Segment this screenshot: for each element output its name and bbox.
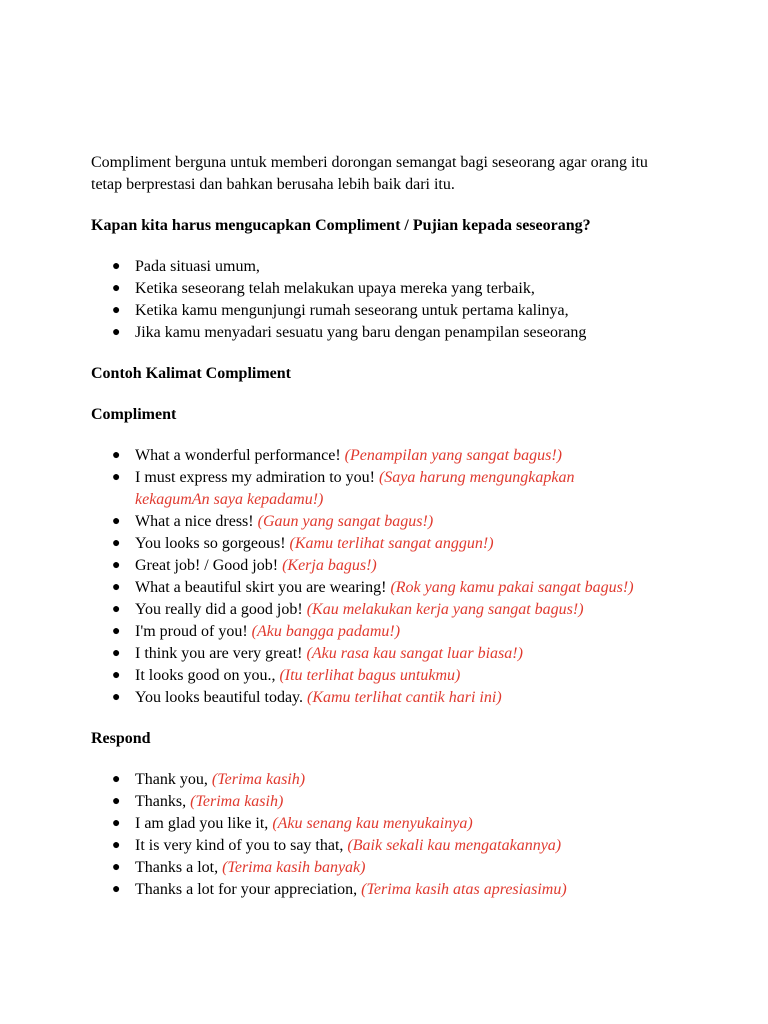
respond-item bbox=[112, 879, 651, 901]
bullet-icon: ● bbox=[112, 860, 121, 875]
english-phrase: It looks good on you., bbox=[135, 667, 276, 684]
translation: (Terima kasih banyak) bbox=[222, 859, 366, 876]
bullet-icon: ● bbox=[112, 816, 121, 831]
compliment-item bbox=[112, 599, 651, 621]
respond-heading: Respond bbox=[91, 730, 151, 747]
bullet-icon: ● bbox=[112, 303, 121, 318]
compliment-item bbox=[112, 643, 651, 665]
compliment-item bbox=[112, 445, 651, 467]
translation: (Kau melakukan kerja yang sangat bagus!) bbox=[306, 601, 584, 618]
compliment-list bbox=[91, 445, 651, 709]
bullet-icon: ● bbox=[112, 646, 121, 661]
compliment-heading: Compliment bbox=[91, 406, 177, 423]
compliment-item bbox=[112, 511, 651, 533]
bullet-icon: ● bbox=[112, 772, 121, 787]
translation: (Terima kasih atas apresiasimu) bbox=[361, 881, 567, 898]
english-phrase: Great job! / Good job! bbox=[135, 557, 279, 574]
translation: (Itu terlihat bagus untukmu) bbox=[279, 667, 461, 684]
when-list bbox=[91, 256, 651, 344]
translation: (Kamu terlihat sangat anggun!) bbox=[289, 535, 494, 552]
respond-item bbox=[112, 791, 651, 813]
translation: (Kerja bagus!) bbox=[282, 557, 377, 574]
document-page bbox=[91, 152, 651, 920]
english-phrase: Thank you, bbox=[135, 771, 208, 788]
translation: (Aku bangga padamu!) bbox=[251, 623, 401, 640]
english-phrase: I must express my admiration to you! bbox=[135, 469, 375, 486]
translation: (Kamu terlihat cantik hari ini) bbox=[307, 689, 502, 706]
english-phrase: It is very kind of you to say that, bbox=[135, 837, 344, 854]
bullet-icon: ● bbox=[112, 690, 121, 705]
translation: (Gaun yang sangat bagus!) bbox=[257, 513, 434, 530]
intro-paragraph: Compliment berguna untuk memberi dorongan semangat bagi seseorang agar orang itu tetap berprestasi dan bahkan berusaha lebih baik dari itu. bbox=[91, 154, 648, 193]
when-heading: Kapan kita harus mengucapkan Compliment / Pujian kepada seseorang? bbox=[91, 217, 591, 234]
compliment-item bbox=[112, 577, 651, 599]
list-item-text: Ketika seseorang telah melakukan upaya mereka yang terbaik, bbox=[135, 280, 535, 297]
translation: (Aku senang kau menyukainya) bbox=[272, 815, 473, 832]
english-phrase: I'm proud of you! bbox=[135, 623, 248, 640]
translation: (Rok yang kamu pakai sangat bagus!) bbox=[390, 579, 634, 596]
list-item-text: Jika kamu menyadari sesuatu yang baru dengan penampilan seseorang bbox=[135, 324, 587, 341]
bullet-icon: ● bbox=[112, 259, 121, 274]
english-phrase: You really did a good job! bbox=[135, 601, 303, 618]
english-phrase: I think you are very great! bbox=[135, 645, 303, 662]
respond-list bbox=[91, 769, 651, 901]
bullet-icon: ● bbox=[112, 882, 121, 897]
list-item-text: Ketika kamu mengunjungi rumah seseorang untuk pertama kalinya, bbox=[135, 302, 569, 319]
respond-item bbox=[112, 769, 651, 791]
bullet-icon: ● bbox=[112, 624, 121, 639]
bullet-icon: ● bbox=[112, 325, 121, 340]
bullet-icon: ● bbox=[112, 558, 121, 573]
english-phrase: What a wonderful performance! bbox=[135, 447, 341, 464]
english-phrase: I am glad you like it, bbox=[135, 815, 269, 832]
bullet-icon: ● bbox=[112, 580, 121, 595]
list-item bbox=[112, 322, 651, 344]
list-item bbox=[112, 256, 651, 278]
compliment-item bbox=[112, 621, 651, 643]
bullet-icon: ● bbox=[112, 470, 121, 485]
compliment-item bbox=[112, 533, 651, 555]
english-phrase: You looks beautiful today. bbox=[135, 689, 303, 706]
translation: (Terima kasih) bbox=[211, 771, 306, 788]
bullet-icon: ● bbox=[112, 668, 121, 683]
bullet-icon: ● bbox=[112, 602, 121, 617]
english-phrase: Thanks a lot for your appreciation, bbox=[135, 881, 358, 898]
english-phrase: What a beautiful skirt you are wearing! bbox=[135, 579, 387, 596]
compliment-item bbox=[112, 555, 651, 577]
bullet-icon: ● bbox=[112, 838, 121, 853]
compliment-item bbox=[112, 467, 651, 511]
examples-heading: Contoh Kalimat Compliment bbox=[91, 365, 291, 382]
list-item bbox=[112, 300, 651, 322]
english-phrase: You looks so gorgeous! bbox=[135, 535, 286, 552]
compliment-item bbox=[112, 687, 651, 709]
bullet-icon: ● bbox=[112, 514, 121, 529]
english-phrase: What a nice dress! bbox=[135, 513, 254, 530]
translation: (Saya harung mengungkapkan kekagumAn saya kepadamu!) bbox=[135, 469, 575, 508]
bullet-icon: ● bbox=[112, 794, 121, 809]
translation: (Penampilan yang sangat bagus!) bbox=[344, 447, 562, 464]
translation: (Aku rasa kau sangat luar biasa!) bbox=[306, 645, 523, 662]
list-item-text: Pada situasi umum, bbox=[135, 258, 260, 275]
respond-item bbox=[112, 857, 651, 879]
bullet-icon: ● bbox=[112, 448, 121, 463]
translation: (Baik sekali kau mengatakannya) bbox=[347, 837, 562, 854]
bullet-icon: ● bbox=[112, 281, 121, 296]
bullet-icon: ● bbox=[112, 536, 121, 551]
english-phrase: Thanks, bbox=[135, 793, 187, 810]
respond-item bbox=[112, 835, 651, 857]
translation: (Terima kasih) bbox=[190, 793, 284, 810]
compliment-item bbox=[112, 665, 651, 687]
english-phrase: Thanks a lot, bbox=[135, 859, 219, 876]
respond-item bbox=[112, 813, 651, 835]
list-item bbox=[112, 278, 651, 300]
